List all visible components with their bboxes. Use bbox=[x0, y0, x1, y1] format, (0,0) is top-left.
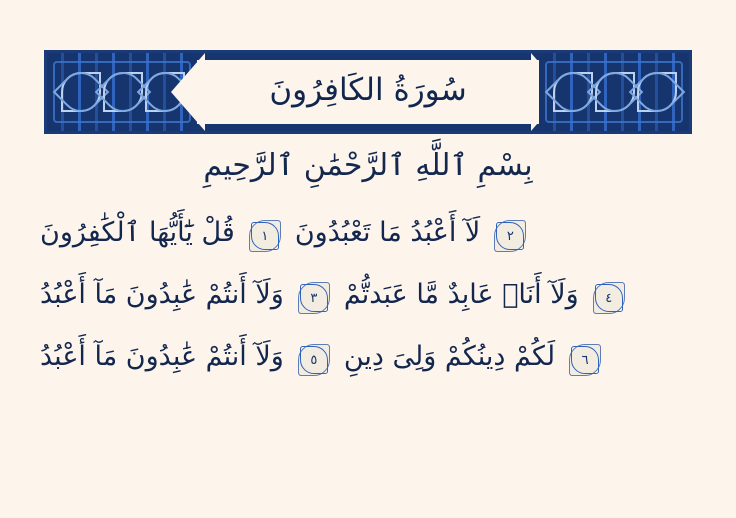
ayah-number: ٤ bbox=[605, 290, 613, 306]
ayah-text: وَلَآ أَنتُمْ عَٰبِدُونَ مَآ أَعْبُدُ bbox=[40, 279, 284, 311]
arabesque-floret-icon bbox=[637, 72, 677, 112]
ornament-panel-left bbox=[539, 53, 689, 131]
ayah-text: لَآ أَعْبُدُ مَا تَعْبُدُونَ bbox=[294, 217, 481, 249]
basmala: بِسْمِ ٱللَّهِ ٱلرَّحْمَٰنِ ٱلرَّحِيمِ bbox=[203, 148, 533, 183]
verse-block bbox=[40, 205, 696, 391]
ayah-text: لَكُمْ دِينُكُمْ وَلِىَ دِينِ bbox=[343, 341, 556, 373]
ayah-text: قُلْ يَٰٓأَيُّهَا ٱلْكَٰفِرُونَ bbox=[40, 217, 235, 249]
surah-title: سُورَةُ الكَافِرُونَ bbox=[269, 71, 467, 108]
ayah-end-marker bbox=[249, 220, 281, 252]
ayah-text: وَلَآ أَنتُمْ عَٰبِدُونَ مَآ أَعْبُدُ bbox=[40, 341, 284, 373]
verse-line bbox=[40, 205, 696, 267]
ayah-end-marker bbox=[494, 220, 526, 252]
surah-title-cartouche bbox=[197, 60, 539, 124]
ayah-number: ٥ bbox=[310, 352, 318, 368]
ayah-text: وَلَآ أَنَا۠ عَابِدٌ مَّا عَبَدتُّمْ bbox=[343, 279, 579, 311]
ayah-number: ٢ bbox=[506, 228, 514, 244]
ayah-number: ٦ bbox=[581, 352, 589, 368]
ayah-end-marker bbox=[298, 344, 330, 376]
ayah-end-marker bbox=[569, 344, 601, 376]
ayah-end-marker bbox=[593, 282, 625, 314]
verse-line bbox=[40, 267, 696, 329]
ayah-end-marker bbox=[298, 282, 330, 314]
ayah-number: ١ bbox=[261, 228, 269, 244]
verse-line bbox=[40, 329, 696, 391]
ayah-number: ٣ bbox=[310, 290, 318, 306]
surah-header-band bbox=[44, 50, 692, 134]
